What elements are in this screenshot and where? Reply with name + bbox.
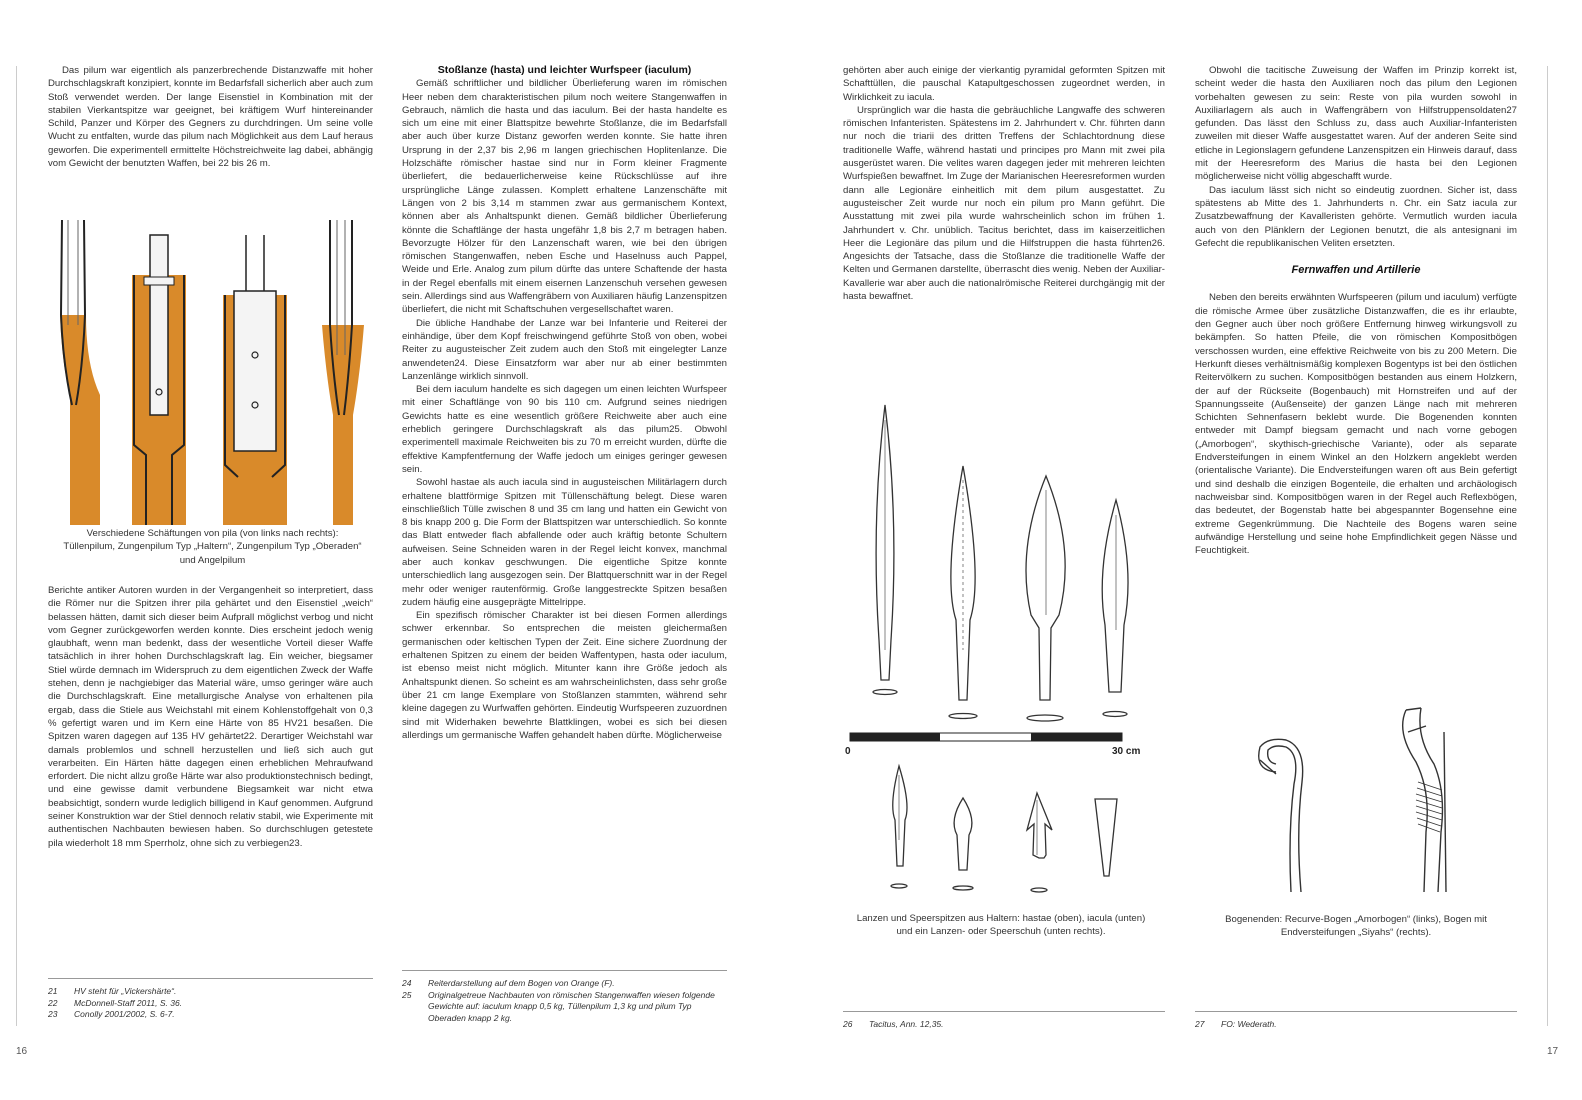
footnote-rule-col3 — [843, 1011, 1165, 1012]
footnote-rule-col1 — [48, 978, 373, 979]
footnotes-col4 — [1195, 1019, 1517, 1031]
page-number-right: 17 — [1547, 1046, 1559, 1057]
hastae-spearheads — [873, 405, 1128, 721]
pilum-shafting-figure — [48, 215, 378, 525]
scale-max-label: 30 cm — [1112, 746, 1141, 757]
iacula-spearheads — [891, 766, 1117, 892]
footnotes-col3 — [843, 1019, 1165, 1031]
footnote: 23 Conolly 2001/2002, S. 6-7. — [48, 1009, 175, 1019]
column-2 — [402, 64, 727, 742]
footnote-rule-col4 — [1195, 1011, 1517, 1012]
column-3 — [843, 64, 1165, 303]
col3-paragraph-1: gehörten aber auch einige der vierkantig pyramidal geformten Spitzen mit Schafttüllen, die pauschal Katapultgeschossen zugeordnet werden, in Wirklichkeit zu iacula. — [843, 65, 1165, 103]
col1-body-paragraph: Berichte antiker Autoren wurden in der Vergangenheit so interpretiert, dass die Römer nur die Spitzen ihrer pila gehärtet und den Eisenstiel „weich“ belassen hätten, damit sich dieser beim Aufprall möglichst verbog und nicht vom Gegner zurückgeworfen werden konnte. Dies erscheint jedoch wenig glaubhaft, wenn man bedenkt, dass der wesentliche Vorteil dieser Waffe tatsächlich in ihrer hohen Durchschlagskraft lag. Ein weicher, biegsamer Stiel würde demnach im Widerspruch zu dem eigentlichen Zweck der Waffe stehen, denn je nachgiebiger das Material wäre, umso geringer wäre auch die Durchschlagskraft. Eine metallurgische Analyse von erhaltenen pila ergab, dass die Stiele aus Weichstahl mit einem Kohlenstoffgehalt von 0,3 % gefertigt waren und im Kern eine Härte von 85 HV21 besaßen. Die Spitzen waren dagegen auf 135 HV gehärtet22. Derartiger Weichstahl war damals problemlos und schnell herzustellen und ließ sich auch gut verarbeiten. Ein Härten hätte dagegen einen erheblichen Mehraufwand erfordert. Die nicht allzu große Härte war also produktionstechnisch bedingt, und eine gewisse damit verbundene Biegsamkeit war nicht etwa beabsichtigt, sondern wurde lediglich billigend in Kauf genommen. Aufgrund seiner Konstruktion war der Stiel dennoch relativ stabil, wie Experimente mit authentischen Nachbauten bewiesen haben. So durchschlugen getestete pila wiederholt 18 mm Sperrholz, ohne sich zu verbiegen23. — [48, 585, 373, 849]
col4-paragraph-3: Neben den bereits erwähnten Wurfspeeren (pilum und iaculum) verfügte die römische Armee über zusätzliche Distanzwaffen, die es ihr erlaubte, den Gegner auch über noch größere Entfernung hinweg wirkungsvoll zu bekämpfen. So hatten Pfeile, die von römischen Kompositbögen verschossen wurden, eine effektive Reichweite von bis zu 200 Metern. Die Herkunft dieses verhältnismäßig komplexen Bogentyps ist bei den östlichen Reitervölkern zu suchen. Kompositbögen bestanden aus einem Holzkern, der auf der Rückseite (Bogenbauch) mit Hornstreifen und auf der Spannungsseite (Außenseite) der ganzen Länge nach mit mehreren Schichten Sehnenfasern beklebt wurde. Die Bogenenden konnten entweder mit Dampf biegsam gemacht und nach vorne gebogen („Amorbogen“, skythisch-griechische Variante), oder als separate Endversteifungen in einem Winkel an den Holzkern angeklebt werden (orientalische Variante). Die Endversteifungen waren oft aus Bein gefertigt und sind deshalb die einzigen Bogenteile, die erhalten und archäologisch nachweisbar sind. Kompositbögen waren in der Regel auch Reflexbögen, das bedeutet, der Bogenstab hatte bei abgespannter Bogensehne eine extreme Gegenkrümmung. Die Nachteile des Bogens waren seine aufwändige Herstellung und seine hohe Empfindlichkeit gegen Nässe und Feuchtigkeit. — [1195, 292, 1517, 557]
column-1-body — [48, 584, 373, 850]
right-page — [791, 0, 1582, 1100]
left-margin-rule — [16, 66, 17, 1026]
footnote: 22 McDonnell-Staff 2011, S. 36. — [48, 997, 183, 1008]
spearheads-figure-caption: Lanzen und Speerspitzen aus Haltern: hastae (oben), iacula (unten) und ein Lanzen- oder Speerschuh (unten rechts). — [856, 913, 1146, 938]
footnote-rule-col2 — [402, 970, 727, 971]
pilum-figure-caption: Verschiedene Schäftungen von pila (von links nach rechts): Tüllenpilum, Zungenpilum Typ „Haltern“, Zungenpilum Typ „Oberaden“ und Angelpilum — [63, 528, 362, 566]
pilum-tuellenpilum — [60, 220, 100, 525]
right-margin-rule — [1547, 66, 1548, 1026]
recurve-bow-end — [1259, 739, 1303, 892]
footnote: 26 Tacitus, Ann. 12,35. — [843, 1019, 944, 1029]
footnote: 21 HV steht für „Vickershärte“. — [48, 986, 177, 996]
pilum-angelpilum — [322, 220, 364, 525]
pilum-zungenpilum-haltern — [132, 235, 186, 525]
col2-paragraph-2: Die übliche Handhabe der Lanze war bei Infanterie und Reiterei der einhändige, über dem Kopf freischwingend geführte Stoß von oben, wobei Reiter zu augusteischer Zeit zudem auch den Stoß mit eingelegter Lanze anwendeten24. Diese Einsatzform war aber nur ab einer bestimmten Lanzenlänge wirklich sinnvoll. — [402, 317, 727, 382]
section-heading-hasta-iaculum: Stoßlanze (hasta) und leichter Wurfspeer (iaculum) — [437, 64, 692, 76]
footnotes-col2 — [402, 978, 727, 1024]
footnote: 27 FO: Wederath. — [1195, 1019, 1277, 1029]
section-heading-fernwaffen: Fernwaffen und Artillerie — [1291, 264, 1421, 277]
footnote: 24 Reiterdarstellung auf dem Bogen von Orange (F). — [402, 978, 615, 988]
col1-intro-paragraph: Das pilum war eigentlich als panzerbrechende Distanzwaffe mit hoher Durchschlagskraft konzipiert, konnte im Bedarfsfall sicherlich aber auch zum Stoß verwendet werden. Der lange Eisenstiel in Kombination mit der stabilen Vierkantspitze war geeignet, bei kräftigem Wurf hintereinander Schild, Panzer und Körper des Gegners zu durchdringen. Um seine volle Wucht zu entfalten, wurde das pilum nach Möglichkeit aus dem Lauf heraus geworfen. Die experimentell ermittelte Höchstreichweite lag dabei, abhängig vom Gewicht der benutzten Waffen, bei 22 bis 26 m. — [48, 65, 373, 170]
col4-paragraph-2: Das iaculum lässt sich nicht so eindeutig zuordnen. Sicher ist, dass spätestens ab Mitte des 1. Jahrhunderts n. Chr. ein Satz iacula zur Zusatzbewaffnung der Kavalleristen gehörte. Vermutlich wurden iacula auch von den Plänklern der Legionen benutzt, die als antesignani im Gefecht die republikanischen Veliten ersetzten. — [1195, 184, 1517, 249]
col2-paragraph-4: Sowohl hastae als auch iacula sind in augusteischen Militärlagern durch erhaltene blattförmige Spitzen mit Tüllenschäftung belegt. Diese waren einschließlich Tülle zwischen 8 und 35 cm lang und hatten ein Gewicht von 8 bis knapp 200 g. Die Form der Blattspitzen war unterschiedlich. So konnte das Blatt entweder flach abfallende oder auch kräftig betonte Schultern aufweisen. Seine Schneiden waren in der Regel leicht konvex, manchmal aber auch konkav geschwungen. Die eigentliche Spitze konnte unterschiedlich lang ausgezogen sein. Der Blattquerschnitt war in der Regel mehr oder weniger rautenförmig. Große langgestreckte Spitzen besaßen zudem häufig eine ausgeprägte Mittelrippe. — [402, 477, 727, 608]
scale-zero-label: 0 — [845, 746, 851, 757]
siyah-bow-end — [1403, 708, 1446, 892]
col2-paragraph-3: Bei dem iaculum handelte es sich dagegen um einen leichten Wurfspeer mit einer Schaftlänge von 90 bis 110 cm. Aufgrund seines niedrigen Gewichts hatte es eine wesentlich größere Reichweite aber auch eine erheblich geringere Durchschlagskraft als das pilum25. Obwohl experimentell maximale Reichweiten bis zu 70 m erreicht wurden, dürfte die effektive Kampfentfernung der Waffe jedoch um einiges geringer gewesen sein. — [402, 384, 727, 475]
spearheads-figure — [845, 400, 1161, 900]
col3-paragraph-2: Ursprünglich war die hasta die gebräuchliche Langwaffe des schweren römischen Infanteristen. Spätestens im 2. Jahrhundert v. Chr. führten dann nur noch die triarii des dritten Treffens der Schlachtordnung diese traditionelle Waffe, während hastati und principes pro Mann mit zwei pila ausgerüstet waren. Die velites waren dagegen jeder mit mehreren leichten Wurfspießen bewaffnet. Im Zuge der Marianischen Heeresreformen wurden dann alle Legionäre einheitlich mit dem pilum ausgestattet. Zu augusteischer Zeit wurde nur noch ein pilum pro Mann geführt. Die Ausstattung mit zwei pila wurde wahrscheinlich schon im frühen 1. Jahrhundert v. Chr. unüblich. Tacitus berichtet, dass im kaiserzeitlichen Heer die Legionäre das pilum und die Hilfstruppen die hasta führten26. Angesichts der Tatsache, dass die Stoßlanze die traditionelle Waffe der Kelten und Germanen darstellte, überrascht dies wenig. Neben der Auxiliar-Kavallerie war aber auch die nationalrömische Reiterei durchgängig mit der hasta bewaffnet. — [843, 104, 1165, 303]
col2-paragraph-1: Gemäß schriftlicher und bildlicher Überlieferung waren im römischen Heer neben dem charakteristischen pilum noch weitere Stangenwaffen in Gebrauch, nämlich die hasta und das iaculum. Bei der hasta handelte es sich um eine mit einer Blattspitze bewehrte Stoßlanze, die im Bedarfsfall aber auch über kurze Distanz geworfen werden konnte. Sie hatte ihren Ursprung in der 2,37 bis 2,96 m langen griechischen Hoplitenlanze. Die Holzschäfte römischer hastae sind nur in Form kleiner Fragmente überliefert, die bedauerlicherweise keine Rückschlüsse auf ihre ursprüngliche Länge zulassen. Komplett erhaltene Lanzenschäfte mit Längen von 2 bis 3,14 m stammen zwar aus germanischem Kontext, können aber als Anhaltspunkt dienen. Gemäß bildlicher Überlieferung könnte die Schaftlänge der hasta ungefähr 1,8 bis 2,7 m betragen haben. Bevorzugte Hölzer für den Lanzenschaft waren, wie bei den übrigen römischen Stangenwaffen, neben Esche und Haselnuss auch Pappel, Weide und Erle. Analog zum pilum dürfte das untere Schaftende der hasta in der Regel ebenfalls mit einem eisernen Lanzenschuh versehen gewesen sein. Allerdings sind aus Waffengräbern von Auxiliaren häufig Lanzenspitzen überliefert, die nicht mit Schaftschuhen vergesellschaftet waren. — [402, 78, 727, 316]
bow-figure-caption: Bogenenden: Recurve-Bogen „Amorbogen“ (links), Bogen mit Endversteifungen „Siyahs“ (rechts). — [1225, 914, 1487, 939]
column-4 — [1195, 64, 1517, 557]
bow-ends-figure — [1246, 702, 1486, 902]
col4-paragraph-1: Obwohl die tacitische Zuweisung der Waffen im Prinzip korrekt ist, scheint weder die hasta den Auxiliaren noch das pilum den Legionen vorbehalten gewesen zu sein: Reste von pila wurden sowohl in Auxiliarlagern als auch in Waffengräbern von Hilfstruppensoldaten27 gefunden. Das lässt den Schluss zu, dass auch Auxiliar-Infanteristen zuweilen mit dieser Waffe ausgestattet waren. Auf der anderen Seite sind etliche in Legionslagern gefundene Lanzenspitzen ein Hinweis darauf, dass mit der Heeresreform des Marius die hasta bei den Legionen möglicherweise nicht völlig abgeschafft wurde. — [1195, 65, 1517, 183]
column-1 — [48, 64, 373, 170]
footnotes-col1 — [48, 986, 373, 1021]
col2-paragraph-5: Ein spezifisch römischer Charakter ist bei diesen Formen allerdings schwer erkennbar. So entsprechen die meisten gleichermaßen germanischen oder keltischen Typen der Zeit. Eine sichere Zuordnung der erhaltenen Spitzen zu einem der beiden Waffentypen, hasta oder iaculum, ist ebenso meist nicht möglich. Mitunter kann ihre Größe jedoch als Anhaltspunkt dienen. So scheint es am wahrscheinlichsten, dass sehr große über 21 cm lange Exemplare von Stoßlanzen stammten, während sehr kleine dagegen zu Wurfwaffen gehörten. Eindeutig Wurfspeeren zuzuordnen sind mit Widerhaken bewehrte Blattklingen, wobei es sich bei diesen allerdings um germanische Waffen gehandelt haben dürfte. Möglicherweise — [402, 610, 727, 741]
footnote: 25 Originalgetreue Nachbauten von römischen Stangenwaffen wiesen folgende Gewichte auf: iaculum knapp 0,5 kg, Tüllenpilum 1,3 kg und pilum Typ Oberaden knapp 2 kg. — [402, 989, 715, 1023]
page-number-left: 16 — [16, 1046, 28, 1057]
pilum-zungenpilum-oberaden — [223, 235, 287, 525]
scale-bar — [850, 733, 1122, 741]
